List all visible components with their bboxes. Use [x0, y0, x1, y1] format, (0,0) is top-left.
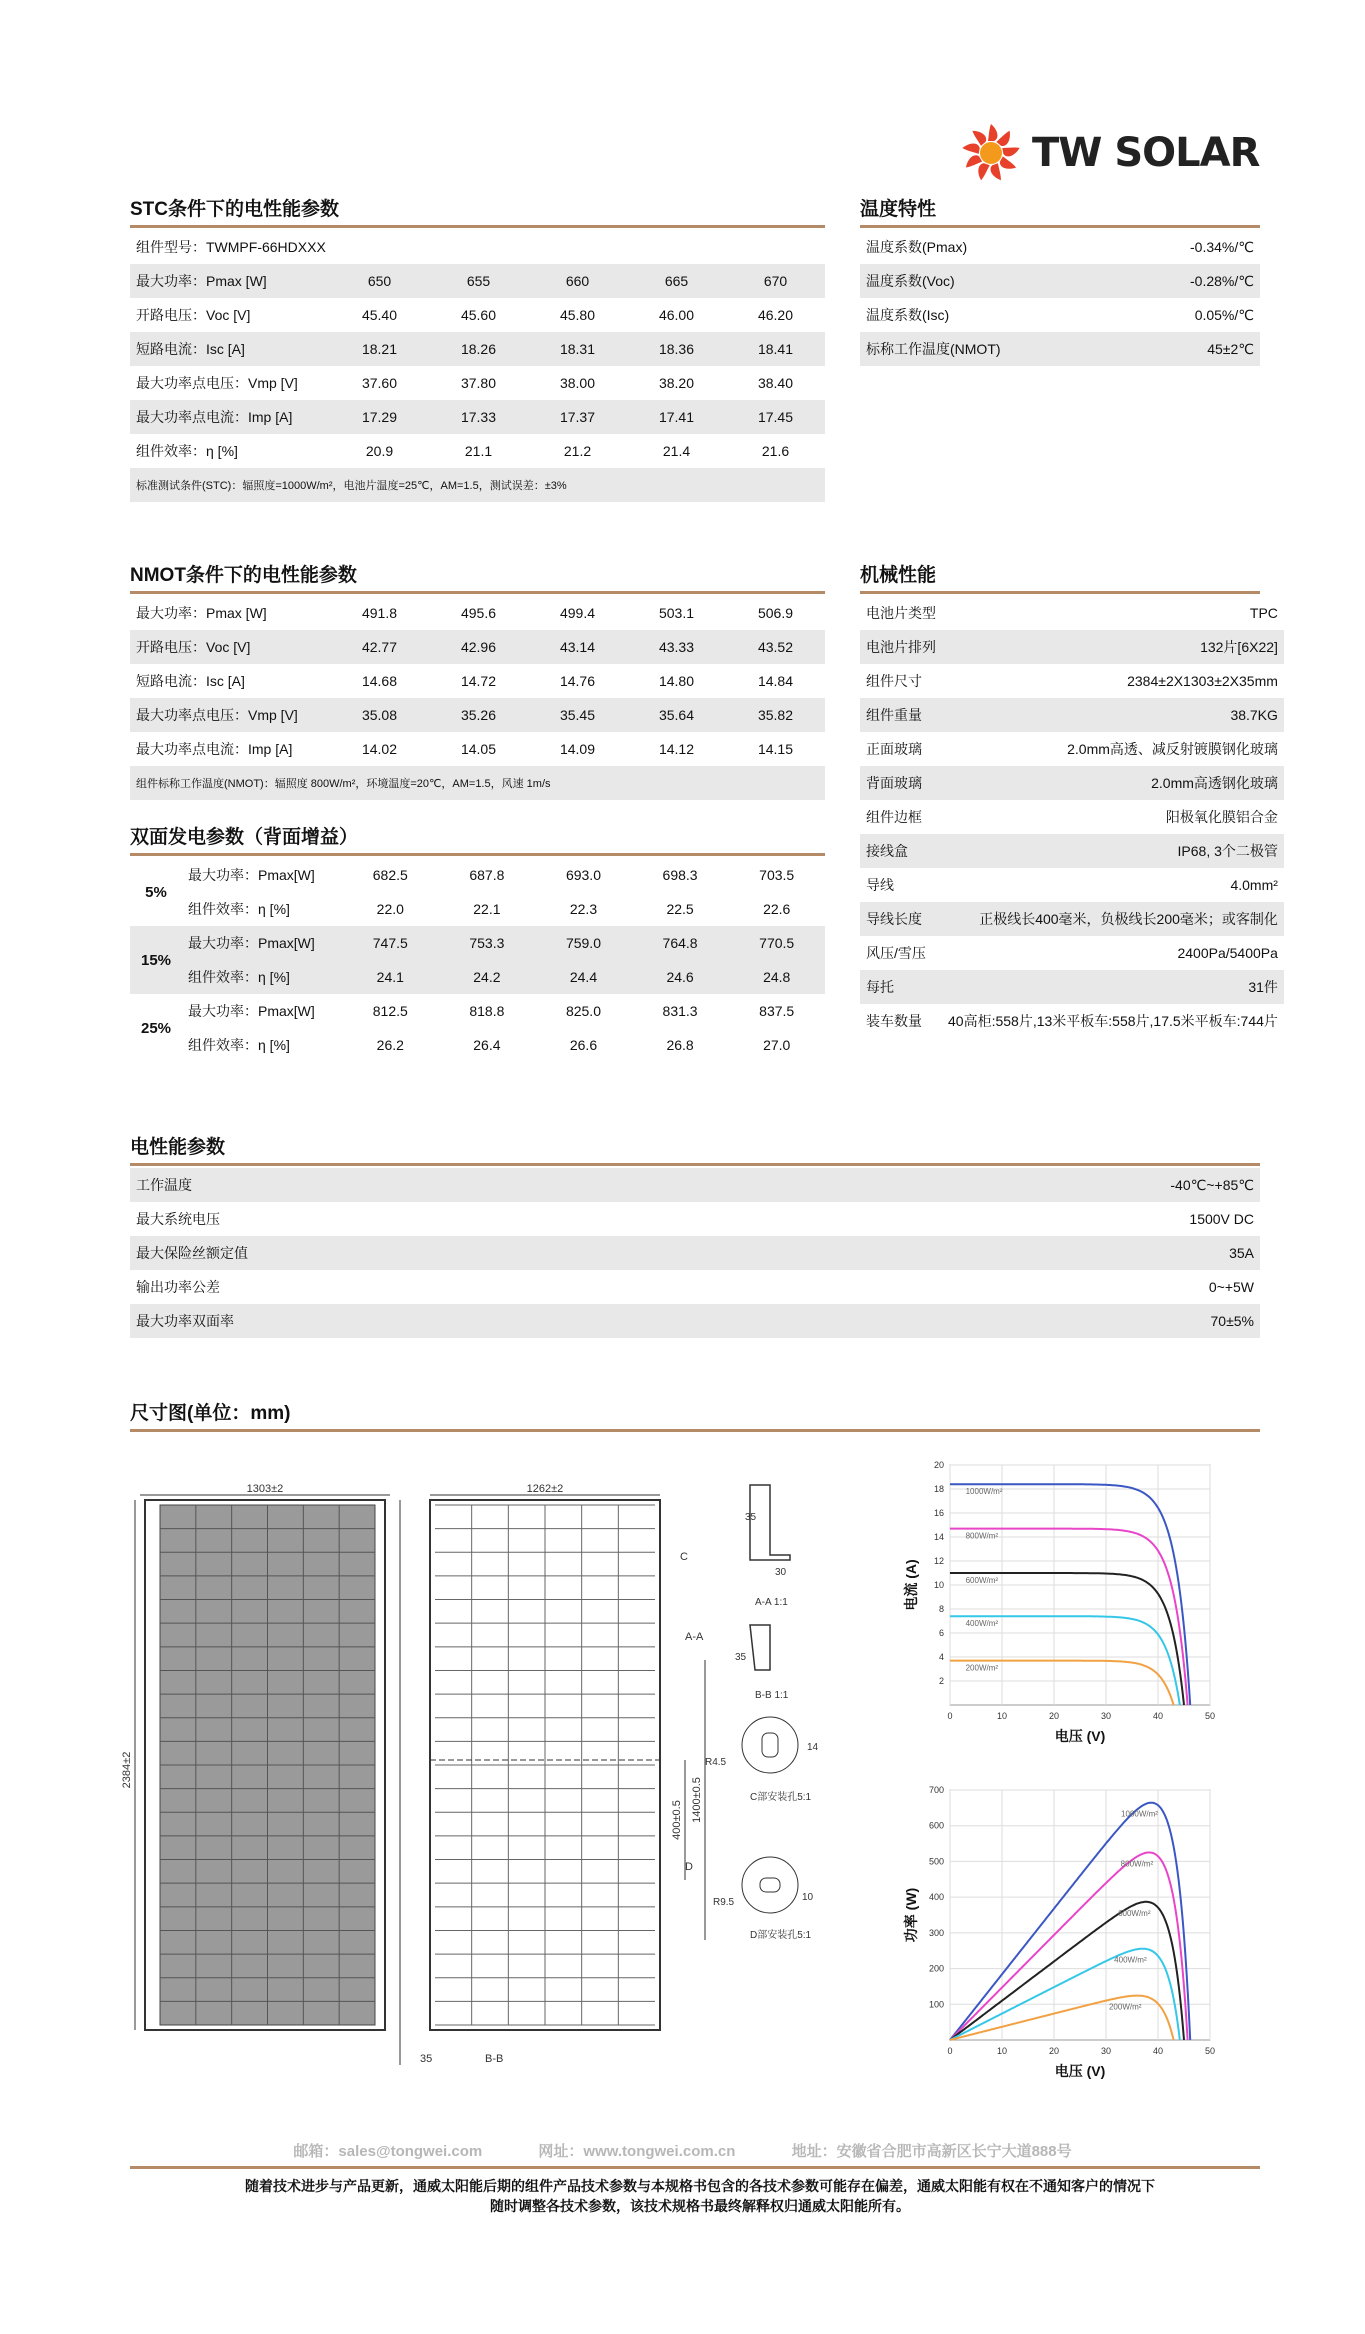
x-tick-label: 40: [1152, 1711, 1164, 1721]
row-value: 2384±2X1303±2X35mm: [1127, 673, 1278, 689]
table-row: [130, 230, 825, 264]
dimension-drawing: [121, 1460, 830, 2080]
cell-value: 770.5: [728, 926, 825, 960]
cell-value: 24.8: [728, 960, 825, 994]
bifacial-title: 双面发电参数（背面增益）: [130, 822, 825, 856]
row-label: 接线盒: [860, 834, 942, 868]
x-tick-label: 40: [1152, 2046, 1164, 2056]
cell-value: 26.8: [666, 1037, 694, 1053]
cell-value: 831.3: [662, 1003, 698, 1019]
cell-value: 665: [627, 264, 726, 298]
series-label: 1000W/m²: [1121, 1809, 1158, 1819]
x-tick-label: 0: [947, 1711, 953, 1721]
row-label: 最大功率：Pmax[W]: [188, 867, 315, 883]
series-label: 200W/m²: [965, 1663, 999, 1673]
nmot-table: [130, 596, 825, 766]
y-tick-label: 18: [933, 1484, 944, 1494]
d14-dim: 14: [807, 1742, 819, 1753]
row-label: 最大系统电压: [136, 1211, 220, 1227]
footer-disclaimer: [140, 2176, 1260, 2216]
y-tick-label: 400: [928, 1892, 944, 1903]
y-tick-label: 300: [928, 1927, 944, 1938]
table-row: [860, 596, 1284, 630]
table-row: [130, 1202, 1260, 1236]
cell-value: 26.4: [473, 1037, 501, 1053]
row-label: 最大功率点电压：Vmp [V]: [136, 375, 298, 391]
cell-value: 21.1: [464, 443, 493, 459]
cell-value: 503.1: [658, 605, 695, 621]
cell-value: 650: [330, 264, 429, 298]
cell-value: 35.64: [627, 698, 726, 732]
table-row: [860, 800, 1284, 834]
cell-value: 45.80: [559, 307, 596, 323]
nmot-note: 组件标称工作温度(NMOT)：辐照度 800W/m²，环境温度=20℃，AM=1.5，风速 1m/s: [130, 766, 825, 800]
elec-title: 电性能参数: [130, 1132, 1260, 1166]
row-value: 2.0mm高透、减反射镀膜钢化玻璃: [1067, 741, 1278, 757]
gain-label: 25%: [140, 1019, 172, 1037]
table-row: [130, 892, 825, 926]
cell-value: 45.60: [460, 307, 497, 323]
drawing-title: 尺寸图(单位：mm): [130, 1398, 1260, 1432]
series-label: 200W/m²: [1108, 2002, 1142, 2012]
x-axis-label: 电压 (V): [1054, 2063, 1106, 2079]
table-row: [860, 868, 1284, 902]
cell-value: 35.45: [528, 698, 627, 732]
plot-area: [950, 1790, 1210, 2040]
cell-value: 14.12: [658, 741, 695, 757]
mech-table: [860, 596, 1284, 1038]
y-tick-label: 12: [933, 1556, 944, 1566]
table-row: [130, 264, 825, 298]
cell-value: 14.05: [460, 741, 497, 757]
mech-section: [860, 560, 1278, 1038]
table-row: [130, 858, 825, 892]
back-view: [430, 1483, 705, 2065]
row-label: 标称工作温度(NMOT): [860, 332, 1123, 366]
label-bb: B-B: [485, 2053, 504, 2065]
footer-address: 地址：安徽省合肥市高新区长宁大道888号: [791, 2143, 1072, 2160]
cell-value: 670: [726, 264, 825, 298]
cell-value: 682.5: [372, 867, 408, 883]
table-row: [860, 664, 1284, 698]
drawing-section: [130, 1398, 1260, 1432]
section-details: [705, 1485, 819, 1941]
cell-value: 21.6: [761, 443, 790, 459]
row-label: 组件边框: [866, 809, 922, 825]
gain-label: 5%: [145, 883, 167, 901]
table-row: [130, 366, 825, 400]
cell-value: 42.96: [429, 630, 528, 664]
row-value: 阳极氧化膜铝合金: [1165, 809, 1278, 825]
cell-value: 14.02: [361, 741, 398, 757]
cell-value: 21.4: [662, 443, 691, 459]
footer-email[interactable]: 邮箱：sales@tongwei.com: [293, 2143, 483, 2160]
cell-value: 35.82: [726, 698, 825, 732]
cell-value: 17.33: [429, 400, 528, 434]
table-row: [130, 1304, 1260, 1338]
series-label: 400W/m²: [965, 1619, 999, 1629]
row-value: 38.7KG: [942, 698, 1284, 732]
row-label: 组件重量: [860, 698, 942, 732]
row-label: 温度系数(Pmax): [866, 239, 968, 255]
stc-rows: [130, 264, 825, 468]
row-label: 开路电压：Voc [V]: [130, 630, 330, 664]
cell-value: 21.2: [563, 443, 592, 459]
cell-value: 491.8: [361, 605, 398, 621]
row-value: 4.0mm²: [1230, 877, 1278, 893]
cell-value: 17.37: [528, 400, 627, 434]
cell-value: 24.2: [439, 960, 536, 994]
x-tick-label: 50: [1204, 2046, 1216, 2056]
y-tick-label: 8: [938, 1604, 944, 1614]
row-label: 每托: [860, 970, 942, 1004]
y-tick-label: 14: [933, 1532, 944, 1542]
iv-chart: [900, 1455, 1230, 1755]
cell-value: 22.3: [569, 901, 598, 917]
cell-value: 38.00: [559, 375, 596, 391]
row-label: 工作温度: [130, 1168, 768, 1202]
cell-value: 35.26: [429, 698, 528, 732]
y-axis-label: 电流 (A): [903, 1559, 919, 1611]
cell-value: 43.14: [528, 630, 627, 664]
table-row: [130, 926, 825, 960]
pv-chart: [900, 1780, 1230, 2085]
cell-value: 24.4: [535, 960, 632, 994]
label-aa: A-A: [685, 1631, 704, 1643]
series-label: 800W/m²: [1120, 1859, 1154, 1869]
y-tick-label: 20: [933, 1460, 944, 1470]
cell-value: 812.5: [372, 1003, 408, 1019]
row-value: IP68, 3个二极管: [942, 834, 1284, 868]
cell-value: 14.09: [559, 741, 596, 757]
series-label: 600W/m²: [965, 1576, 999, 1585]
s30-dim: 30: [775, 1567, 787, 1578]
cell-value: 27.0: [763, 1037, 791, 1053]
nmot-section: [130, 560, 825, 800]
cell-value: 26.6: [569, 1037, 598, 1053]
height-dim: 2384±2: [121, 1751, 133, 1789]
model-label: 组件型号：TWMPF-66HDXXX: [136, 239, 326, 255]
row-value: -0.28%/℃: [1123, 264, 1260, 298]
cell-value: 17.41: [627, 400, 726, 434]
cell-value: 703.5: [759, 867, 795, 883]
d-scale: D部安装孔5:1: [750, 1930, 812, 1941]
y-tick-label: 4: [938, 1652, 944, 1662]
cell-value: 46.20: [757, 307, 794, 323]
series-label: 800W/m²: [965, 1531, 999, 1541]
row-label: 最大保险丝额定值: [130, 1236, 768, 1270]
cell-value: 24.6: [632, 960, 729, 994]
row-label: 最大功率：Pmax [W]: [136, 605, 267, 621]
x-tick-label: 50: [1204, 1711, 1216, 1721]
series-label: 400W/m²: [1114, 1955, 1147, 1965]
row-label: 输出功率公差: [136, 1279, 220, 1295]
cell-value: 660: [528, 264, 627, 298]
stc-section: [130, 194, 825, 502]
row-label: 最大功率点电流：Imp [A]: [136, 741, 293, 757]
y-tick-label: 100: [928, 1999, 944, 2010]
footer-divider: [130, 2166, 1260, 2169]
cell-value: 45.40: [361, 307, 398, 323]
table-row: [130, 298, 825, 332]
temp-section: [860, 194, 1260, 366]
row-label: 最大功率点电流：Imp [A]: [130, 400, 330, 434]
cell-value: 14.80: [658, 673, 695, 689]
table-row: [130, 732, 825, 766]
brand-name: TW SOLAR: [1032, 130, 1260, 176]
row-label: 正面玻璃: [866, 741, 922, 757]
cell-value: 825.0: [565, 1003, 601, 1019]
table-row: [130, 1270, 1260, 1304]
table-row: [130, 1236, 1260, 1270]
cell-value: 14.72: [460, 673, 497, 689]
table-row: [130, 698, 825, 732]
x-axis-label: 电压 (V): [1054, 1728, 1106, 1744]
table-row: [860, 732, 1284, 766]
row-label: 开路电压：Voc [V]: [136, 307, 251, 323]
cell-value: 20.9: [365, 443, 394, 459]
row-label: 导线: [866, 877, 894, 893]
cell-value: 22.5: [666, 901, 694, 917]
row-value: -0.34%/℃: [1190, 238, 1254, 255]
sun-logo-icon: [960, 122, 1022, 184]
row-value: 35A: [768, 1236, 1260, 1270]
table-row: [860, 230, 1260, 264]
cell-value: 655: [429, 264, 528, 298]
cell-value: 37.80: [460, 375, 497, 391]
cell-value: 38.40: [757, 375, 794, 391]
table-row: [130, 596, 825, 630]
y-tick-label: 200: [928, 1963, 944, 1974]
table-row: [130, 994, 825, 1028]
x-tick-label: 10: [996, 1711, 1008, 1721]
x-tick-label: 20: [1048, 2046, 1060, 2056]
cell-value: 506.9: [757, 605, 794, 621]
row-value: 132片[6X22]: [942, 630, 1284, 664]
label-c: C: [680, 1551, 688, 1563]
row-label: 最大功率点电压：Vmp [V]: [130, 698, 330, 732]
table-row: [860, 332, 1260, 366]
row-value: TPC: [1249, 605, 1278, 621]
row-value: -40℃~+85℃: [768, 1168, 1260, 1202]
c-scale: C部安装孔5:1: [750, 1792, 812, 1803]
row-value: 70±5%: [768, 1304, 1260, 1338]
mount2-dim: 400±0.5: [671, 1800, 683, 1840]
disclaimer-line-2: 随时调整各技术参数，该技术规格书最终解释权归通威太阳能所有。: [490, 2198, 910, 2214]
stc-title: STC条件下的电性能参数: [130, 194, 825, 228]
table-row: [130, 960, 825, 994]
cell-value: 24.1: [342, 960, 439, 994]
table-row: [130, 332, 825, 366]
cell-value: 495.6: [460, 605, 497, 621]
y-tick-label: 600: [928, 1820, 944, 1831]
row-value: 0~+5W: [1208, 1279, 1254, 1295]
cell-value: 747.5: [342, 926, 439, 960]
row-label: 温度系数(Voc): [860, 264, 1123, 298]
row-label: 装车数量: [866, 1013, 922, 1029]
cell-value: 18.26: [429, 332, 528, 366]
table-row: [860, 970, 1284, 1004]
aa-scale: A-A 1:1: [755, 1597, 788, 1608]
cell-value: 759.0: [535, 926, 632, 960]
y-tick-label: 16: [933, 1508, 944, 1518]
temp-table: [860, 230, 1260, 366]
row-label: 导线长度: [860, 902, 942, 936]
table-row: [860, 936, 1284, 970]
row-label: 组件效率：η [%]: [188, 901, 290, 917]
elec-section: [130, 1132, 1260, 1338]
table-row: [130, 1028, 825, 1062]
row-value: 0.05%/℃: [1194, 306, 1254, 323]
width-back-dim: 1262±2: [526, 1483, 564, 1495]
y-tick-label: 6: [938, 1628, 944, 1638]
x-tick-label: 30: [1100, 1711, 1112, 1721]
bifacial-section: [130, 822, 825, 1062]
width-front-dim: 1303±2: [246, 1483, 284, 1495]
row-value: 40高柜:558片,13米平板车:558片,17.5米平板车:744片: [948, 1013, 1278, 1029]
mech-title: 机械性能: [860, 560, 1260, 594]
row-label: 短路电流：Isc [A]: [130, 332, 330, 366]
cell-value: 753.3: [439, 926, 536, 960]
row-value: 45±2℃: [1123, 332, 1260, 366]
x-tick-label: 20: [1048, 1711, 1060, 1721]
gain-label: 15%: [130, 926, 182, 994]
row-label: 最大功率：Pmax[W]: [182, 926, 342, 960]
bb-scale: B-B 1:1: [755, 1690, 789, 1701]
cell-value: 687.8: [469, 867, 505, 883]
row-label: 温度系数(Isc): [866, 307, 950, 323]
cell-value: 14.15: [757, 741, 794, 757]
y-tick-label: 700: [928, 1785, 944, 1795]
y-axis-label: 功率 (W): [903, 1887, 919, 1943]
cell-value: 18.31: [528, 332, 627, 366]
row-label: 最大功率：Pmax [W]: [130, 264, 330, 298]
table-row: [860, 902, 1284, 936]
row-label: 组件效率：η [%]: [182, 960, 342, 994]
cell-value: 693.0: [565, 867, 601, 883]
cell-value: 22.0: [376, 901, 404, 917]
s35b-dim: 35: [735, 1652, 747, 1663]
y-tick-label: 500: [928, 1856, 944, 1867]
row-label: 最大功率双面率: [130, 1304, 768, 1338]
row-label: 组件效率：η [%]: [188, 1037, 290, 1053]
cell-value: 17.29: [330, 400, 429, 434]
table-row: [860, 698, 1284, 732]
row-label: 背面玻璃: [860, 766, 942, 800]
table-row: [130, 630, 825, 664]
x-tick-label: 0: [947, 2046, 953, 2056]
nmot-title: NMOT条件下的电性能参数: [130, 560, 825, 594]
row-label: 组件效率：η [%]: [136, 443, 238, 459]
x-tick-label: 30: [1100, 2046, 1112, 2056]
cell-value: 14.76: [559, 673, 596, 689]
cell-value: 17.45: [726, 400, 825, 434]
row-label: 风压/雪压: [866, 945, 926, 961]
front-view: [121, 1483, 432, 2065]
y-tick-label: 10: [933, 1580, 944, 1590]
cell-value: 818.8: [469, 1003, 505, 1019]
table-row: [130, 664, 825, 698]
table-row: [860, 630, 1284, 664]
cell-value: 42.77: [330, 630, 429, 664]
footer-web[interactable]: 网址：www.tongwei.com.cn: [538, 2143, 736, 2160]
cell-value: 18.41: [726, 332, 825, 366]
cell-value: 837.5: [759, 1003, 795, 1019]
disclaimer-line-1: 随着技术进步与产品更新，通威太阳能后期的组件产品技术参数与本规格书包含的各技术参数可能存在偏差，通威太阳能有权在不通知客户的情况下: [245, 2178, 1155, 2194]
cell-value: 38.20: [658, 375, 695, 391]
cell-value: 37.60: [361, 375, 398, 391]
cell-value: 18.21: [330, 332, 429, 366]
cell-value: 43.33: [627, 630, 726, 664]
row-value: 正极线长400毫米，负极线长200毫米；或客制化: [942, 902, 1284, 936]
cell-value: 14.68: [361, 673, 398, 689]
stc-table: [130, 230, 825, 468]
cell-value: 698.3: [662, 867, 698, 883]
row-label: 组件尺寸: [866, 673, 922, 689]
row-value: 2.0mm高透钢化玻璃: [942, 766, 1284, 800]
stc-note: 标准测试条件(STC)：辐照度=1000W/m²，电池片温度=25℃，AM=1.5，测试误差：±3%: [130, 468, 825, 502]
d10-dim: 10: [802, 1892, 814, 1903]
bifacial-table: [130, 858, 825, 1062]
table-row: [860, 834, 1284, 868]
series-label: 1000W/m²: [965, 1487, 1003, 1497]
row-value: 1500V DC: [1189, 1211, 1254, 1227]
footer-contact: [0, 2140, 1365, 2161]
cell-value: 14.84: [757, 673, 794, 689]
x-tick-label: 10: [996, 2046, 1008, 2056]
cell-value: 22.1: [473, 901, 501, 917]
row-value: 2400Pa/5400Pa: [1177, 945, 1278, 961]
row-label: 最大功率：Pmax[W]: [188, 1003, 315, 1019]
y-tick-label: 2: [938, 1676, 944, 1686]
row-value: 31件: [942, 970, 1284, 1004]
series-label: 600W/m²: [1118, 1908, 1151, 1918]
label-d: D: [685, 1861, 693, 1873]
s35a-dim: 35: [745, 1512, 757, 1523]
table-row: [860, 298, 1260, 332]
row-label: 电池片类型: [866, 605, 936, 621]
table-row: [860, 264, 1260, 298]
temp-title: 温度特性: [860, 194, 1260, 228]
cell-value: 46.00: [658, 307, 695, 323]
cell-value: 18.36: [627, 332, 726, 366]
cell-value: 35.08: [330, 698, 429, 732]
row-label: 短路电流：Isc [A]: [136, 673, 245, 689]
table-row: [130, 1168, 1260, 1202]
table-row: [130, 400, 825, 434]
mount1-dim: 1400±0.5: [691, 1777, 703, 1823]
cell-value: 43.52: [726, 630, 825, 664]
frame-dim: 35: [420, 2053, 433, 2065]
cell-value: 22.6: [763, 901, 791, 917]
row-label: 电池片排列: [860, 630, 942, 664]
brand-logo: [960, 118, 1260, 188]
table-row: [860, 1004, 1284, 1038]
cell-value: 26.2: [376, 1037, 404, 1053]
elec-table: [130, 1168, 1260, 1338]
r45-dim: R4.5: [705, 1757, 727, 1768]
table-row: [860, 766, 1284, 800]
cell-value: 764.8: [632, 926, 729, 960]
r95-dim: R9.5: [713, 1897, 735, 1908]
cell-value: 499.4: [559, 605, 596, 621]
table-row: [130, 434, 825, 468]
